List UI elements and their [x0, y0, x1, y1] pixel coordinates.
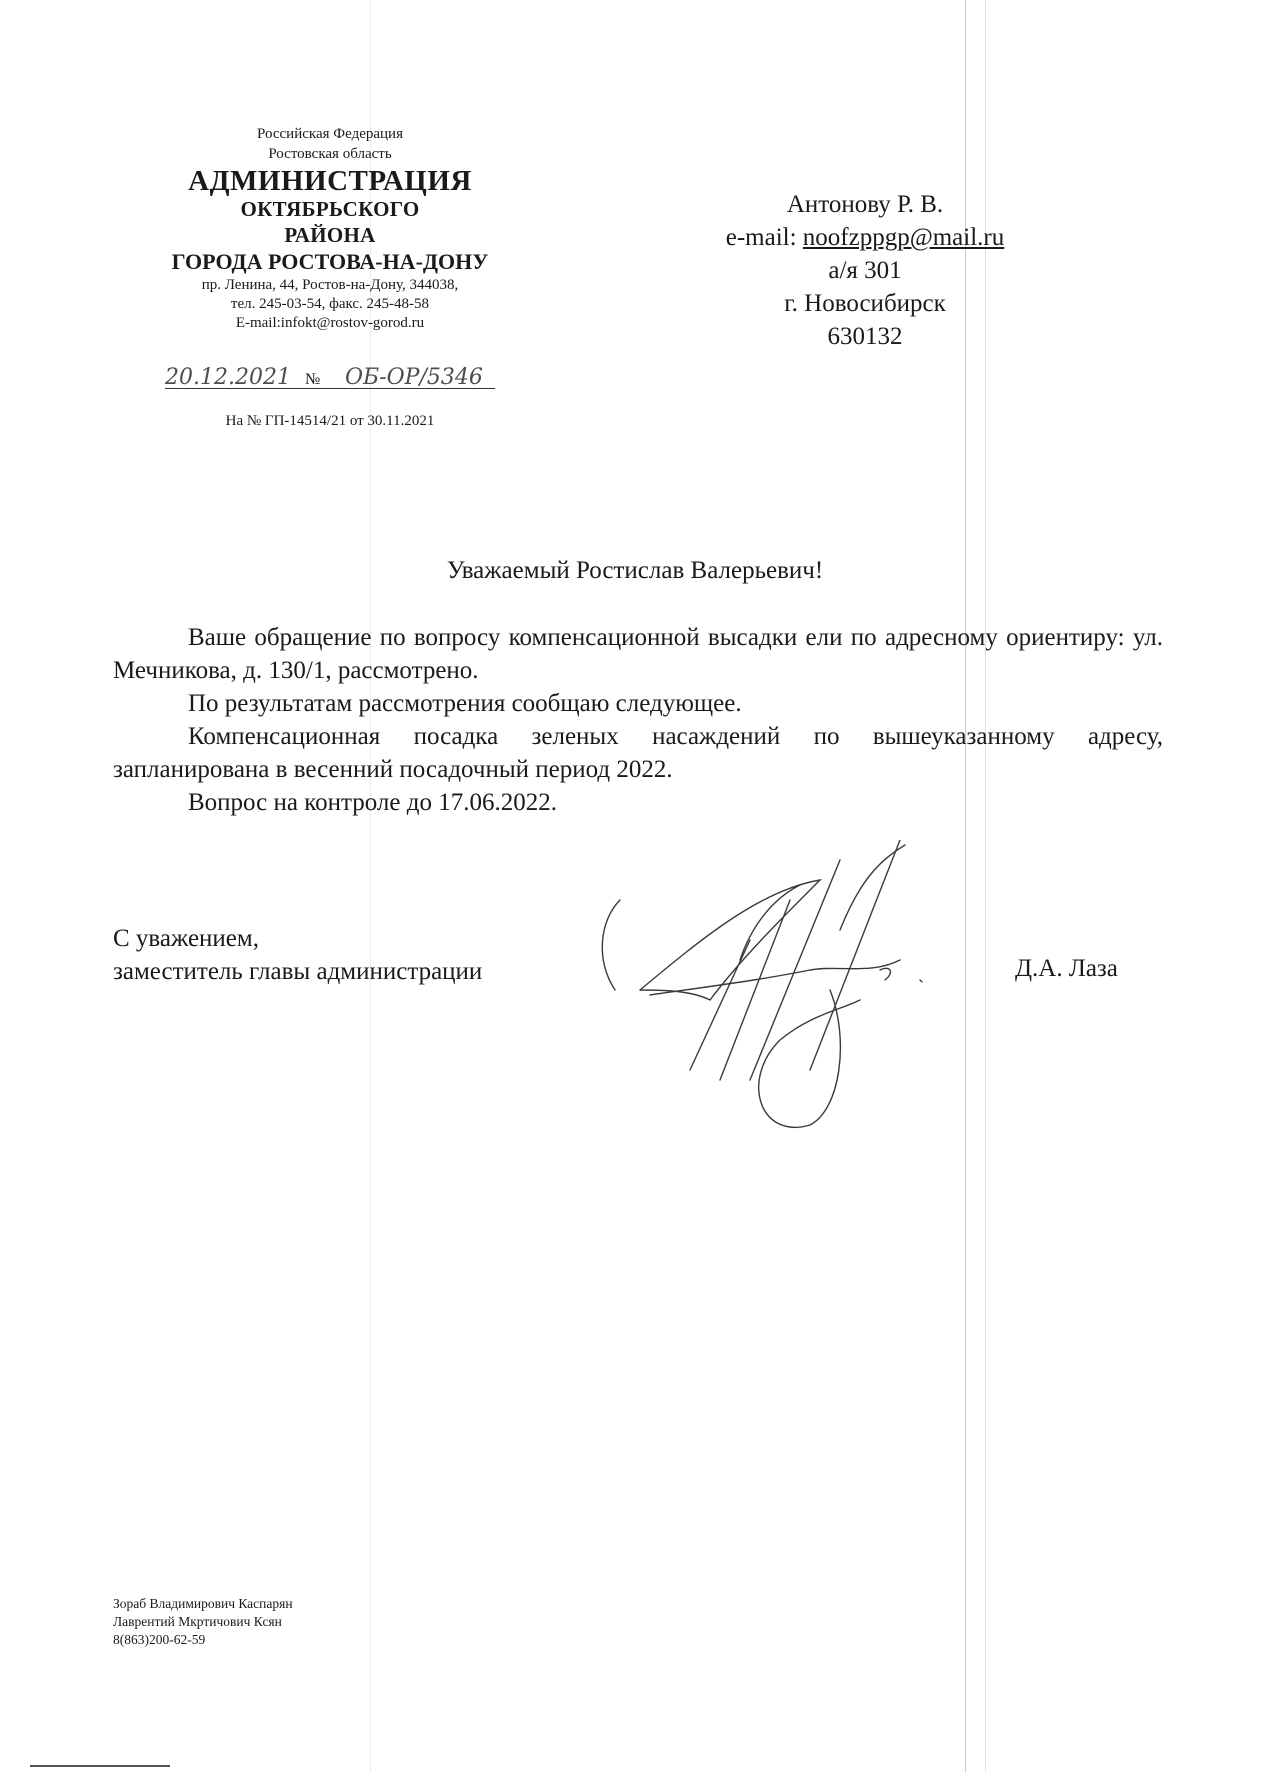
signer-name: Д.А. Лаза — [1015, 955, 1118, 982]
registration-line — [165, 365, 495, 395]
letterhead-address: пр. Ленина, 44, Ростов-на-Дону, 344038, — [201, 277, 459, 293]
letterhead-region: Ростовская область — [268, 146, 392, 162]
recipient-email-line — [650, 221, 1080, 254]
letterhead — [110, 124, 550, 333]
recipient-block — [650, 188, 1080, 353]
recipient-email-label: e-mail: — [725, 224, 803, 251]
scan-edge-mark — [30, 1765, 170, 1767]
contact-phone: 8(863)200-62-59 — [113, 1632, 206, 1647]
closing-block — [113, 922, 482, 988]
letterhead-org-title: АДМИНИСТРАЦИЯ — [188, 165, 472, 197]
contact-name: Лаврентий Мкртичович Ксян — [113, 1614, 282, 1629]
letterhead-org-area: РАЙОНА — [284, 223, 376, 247]
reference-line: На № ГП-14514/21 от 30.11.2021 — [225, 413, 435, 429]
body-paragraph: По результатам рассмотрения сообщаю следующее. — [188, 690, 742, 717]
recipient-name: Антонову Р. В. — [786, 191, 944, 218]
body-paragraph: Вопрос на контроле до 17.06.2022. — [188, 789, 557, 816]
contact-name: Зораб Владимирович Каспарян — [113, 1596, 293, 1611]
recipient-postcode: 630132 — [827, 323, 903, 350]
letterhead-org-city: ГОРОДА РОСТОВА-НА-ДОНУ — [171, 249, 489, 274]
letter-body — [113, 621, 1163, 819]
greeting: Уважаемый Ростислав Валерьевич! — [446, 557, 824, 584]
registration-date: 20.12.2021 — [165, 365, 291, 390]
contacts-block — [113, 1595, 293, 1649]
recipient-city: г. Новосибирск — [784, 290, 946, 317]
body-paragraph: Компенсационная посадка зеленых насаждений по вышеуказанному адресу, запланирована в весенний посадочный период 2022. — [113, 723, 1163, 783]
letterhead-phones: тел. 245-03-54, факс. 245-48-58 — [230, 296, 430, 312]
recipient-email-link[interactable]: noofzppgp@mail.ru — [802, 224, 1005, 251]
letterhead-email: E-mail:infokt@rostov-gorod.ru — [235, 315, 425, 331]
letterhead-org-district: ОКТЯБРЬСКОГО — [240, 197, 420, 221]
registration-number-sign: № — [305, 371, 321, 388]
letterhead-country: Российская Федерация — [257, 126, 403, 142]
body-paragraph: Ваше обращение по вопросу компенсационной высадки ели по адресному ориентиру: ул. Мечникова, д. 130/1, рассмотрено. — [113, 624, 1163, 684]
closing-regards: С уважением, — [113, 925, 259, 952]
registration-number: ОБ-ОР/5346 — [345, 365, 483, 390]
signer-position: заместитель главы администрации — [113, 958, 483, 985]
recipient-po-box: а/я 301 — [828, 257, 902, 284]
handwritten-signature-icon — [600, 840, 1020, 1140]
